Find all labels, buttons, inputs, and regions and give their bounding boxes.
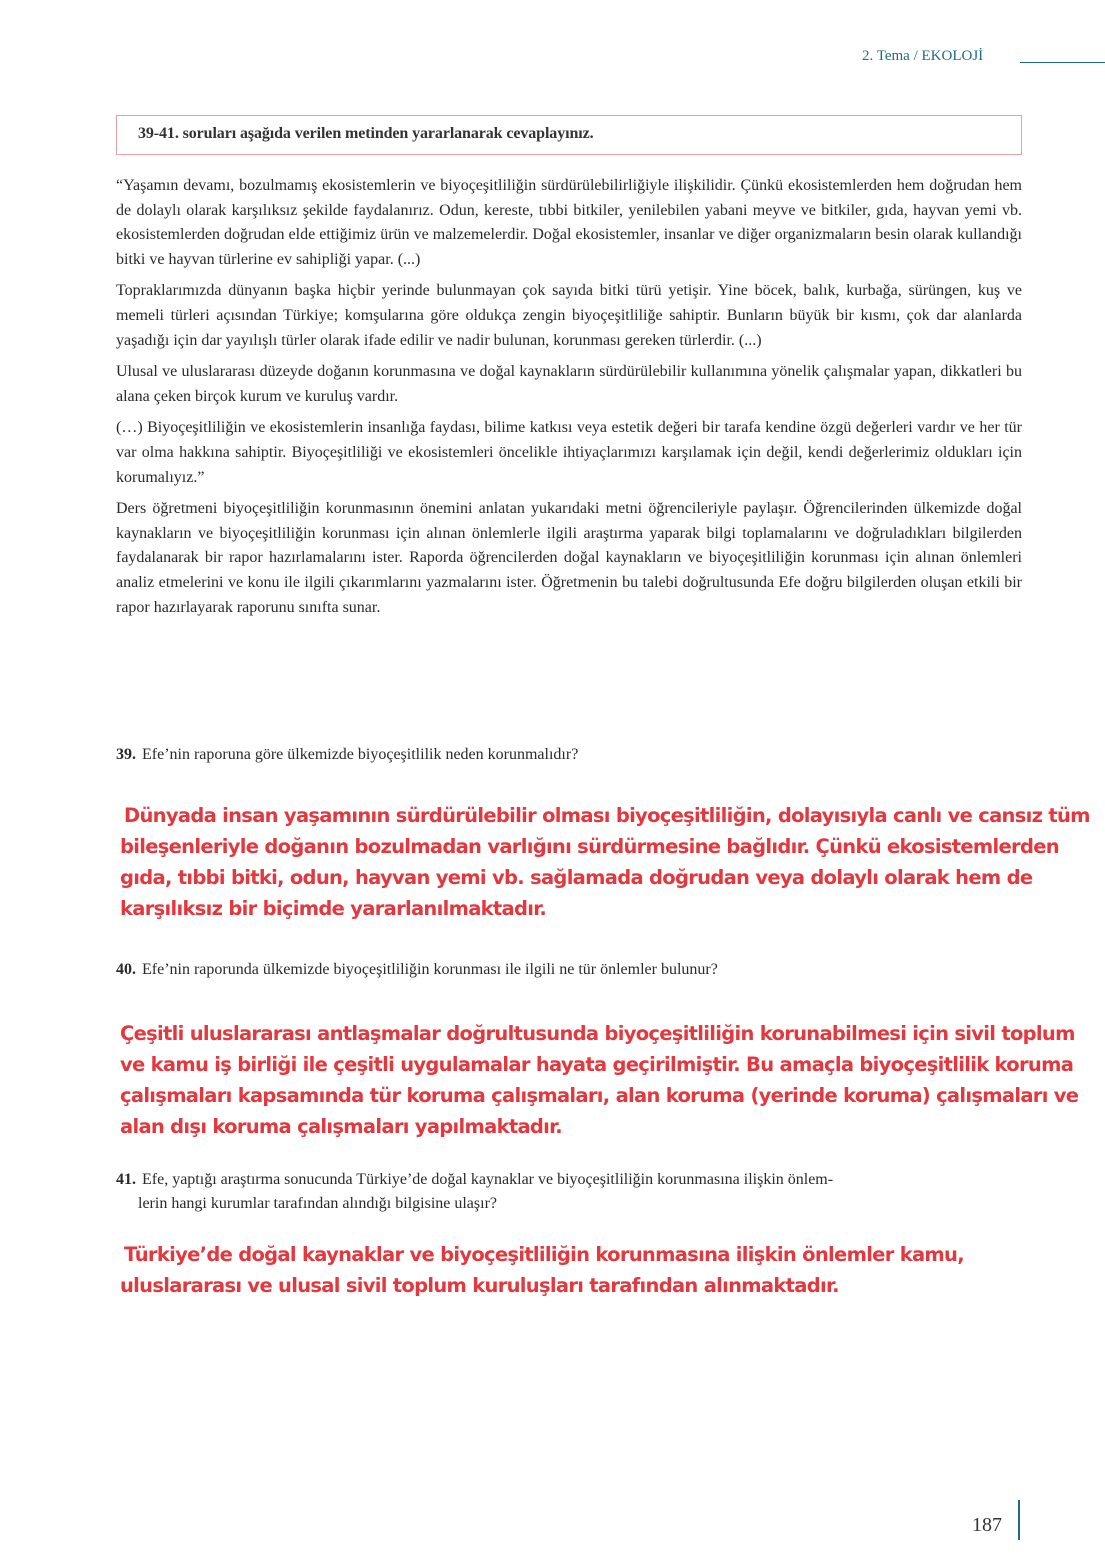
reading-passage [116,174,1022,627]
answer-41: Türkiye’de doğal kaynaklar ve biyoçeşitliliğin korunmasına ilişkin önlemler kamu, uluslararası ve ulusal sivil toplum kuruluşları tarafından alınmaktadır. [120,1243,964,1297]
instruction-text: 39-41. soruları aşağıda verilen metinden yararlanarak cevaplayınız. [138,125,594,142]
instruction-box [116,115,1022,155]
question-40 [116,958,1022,982]
chapter-header: 2. Tema / EKOLOJİ [862,48,984,64]
page-number: 187 [972,1514,1002,1536]
passage-paragraph: “Yaşamın devamı, bozulmamış ekosistemlerin ve biyoçeşitliliğin sürdürülebilirliğiyle ilişkilidir. Çünkü ekosistemlerden hem doğrudan hem de dolaylı olarak karşılıksız şekilde faydalanırız. Odun, kereste, tıbbi bitkiler, yenilebilen yabani meyve ve bitkiler, gıda, hayvan yemi vb. ekosistemlerden doğrudan elde ettiğimiz ürün ve malzemelerdir. Doğal ekosistemler, insanlar ve diğer organizmaların besin olarak kullandığı bitki ve hayvan türlerine ev sahipliği yapar. (...) [116,177,1022,268]
answer-40: Çeşitli uluslararası antlaşmalar doğrultusunda biyoçeşitliliğin korunabilmesi için sivil toplum ve kamu iş birliği ile çeşitli uygulamalar hayata geçirilmiştir. Bu amaçla biyoçeşitlilik koruma çalışmaları kapsamında tür koruma çalışmaları, alan koruma (yerinde koruma) çalışmaları ve alan dışı koruma çalışmaları yapılmaktadır. [120,1022,1079,1138]
header-rule [1020,62,1105,63]
question-text: Efe’nin raporunda ülkemizde biyoçeşitliliğin korunması ile ilgili ne tür önlemler bulunur? [142,961,718,978]
passage-paragraph: Topraklarımızda dünyanın başka hiçbir yerinde bulunmayan çok sayıda bitki türü yetişir. Yine böcek, balık, kurbağa, sürüngen, kuş ve memeli türleri açısından Türkiye; komşularına göre oldukça zengin biyoçeşitliliğe sahiptir. Bunların büyük bir kısmı, çok dar alanlarda yaşadığı için dar yayılışlı türler olarak ifade edilir ve nadir bulunan, korunması gereken türlerdir. (...) [116,282,1022,349]
question-41 [116,1168,1022,1216]
passage-paragraph: Ulusal ve uluslararası düzeyde doğanın korunmasına ve doğal kaynakların sürdürülebilir kullanımına yönelik çalışmalar yapan, dikkatleri bu alana çeken birçok kurum ve kuruluş vardır. [116,363,1022,405]
page-number-rule [1018,1500,1020,1540]
passage-paragraph: Ders öğretmeni biyoçeşitliliğin korunmasının önemini anlatan yukarıdaki metni öğrencileriyle paylaşır. Öğrencilerinden ülkemizde doğal kaynakların ve biyoçeşitliliğin korunması için alınan önlemlerle ilgili araştırma yaparak bilgi toplamalarını ve doğruladıkları bilgilerden faydalanarak bir rapor hazırlamalarını ister. Raporda öğrencilerden doğal kaynakların ve biyoçeşitliliğin korunması için alınan önlemleri analiz etmelerini ve konu ile ilgili çıkarımlarını yazmalarını ister. Öğretmenin bu talebi doğrultusunda Efe doğru bilgilerden oluşan etkili bir rapor hazırlayarak raporunu sınıfta sunar. [116,500,1022,616]
question-number: 41. [116,1171,136,1188]
question-text: Efe, yaptığı araştırma sonucunda Türkiye’de doğal kaynaklar ve biyoçeşitliliğin korunmasına ilişkin önlem- [142,1171,834,1188]
question-number: 39. [116,746,136,763]
passage-paragraph: (…) Biyoçeşitliliğin ve ekosistemlerin insanlığa faydası, bilime katkısı veya estetik değeri bir tarafa kendine özgü değerleri vardır ve her tür var olma hakkına sahiptir. Biyoçeşitliliği ve ekosistemleri öncelikle ihtiyaçlarımızı karşılamak için değil, kendi değerlerimiz oldukları için korumalıyız.” [116,419,1022,486]
question-text-continuation: lerin hangi kurumlar tarafından alındığı bilgisine ulaşır? [138,1195,498,1212]
question-text: Efe’nin raporuna göre ülkemizde biyoçeşitlilik neden korunmalıdır? [142,746,579,763]
question-39 [116,743,1022,767]
answer-39: Dünyada insan yaşamının sürdürülebilir olması biyoçeşitliliğin, dolayısıyla canlı ve cansız tüm bileşenleriyle doğanın bozulmadan varlığını sürdürmesine bağlıdır. Çünkü ekosistemlerden gıda, tıbbi bitki, odun, hayvan yemi vb. sağlamada doğrudan veya dolaylı olarak hem de karşılıksız bir biçimde yararlanılmaktadır. [120,804,1090,920]
question-number: 40. [116,961,136,978]
